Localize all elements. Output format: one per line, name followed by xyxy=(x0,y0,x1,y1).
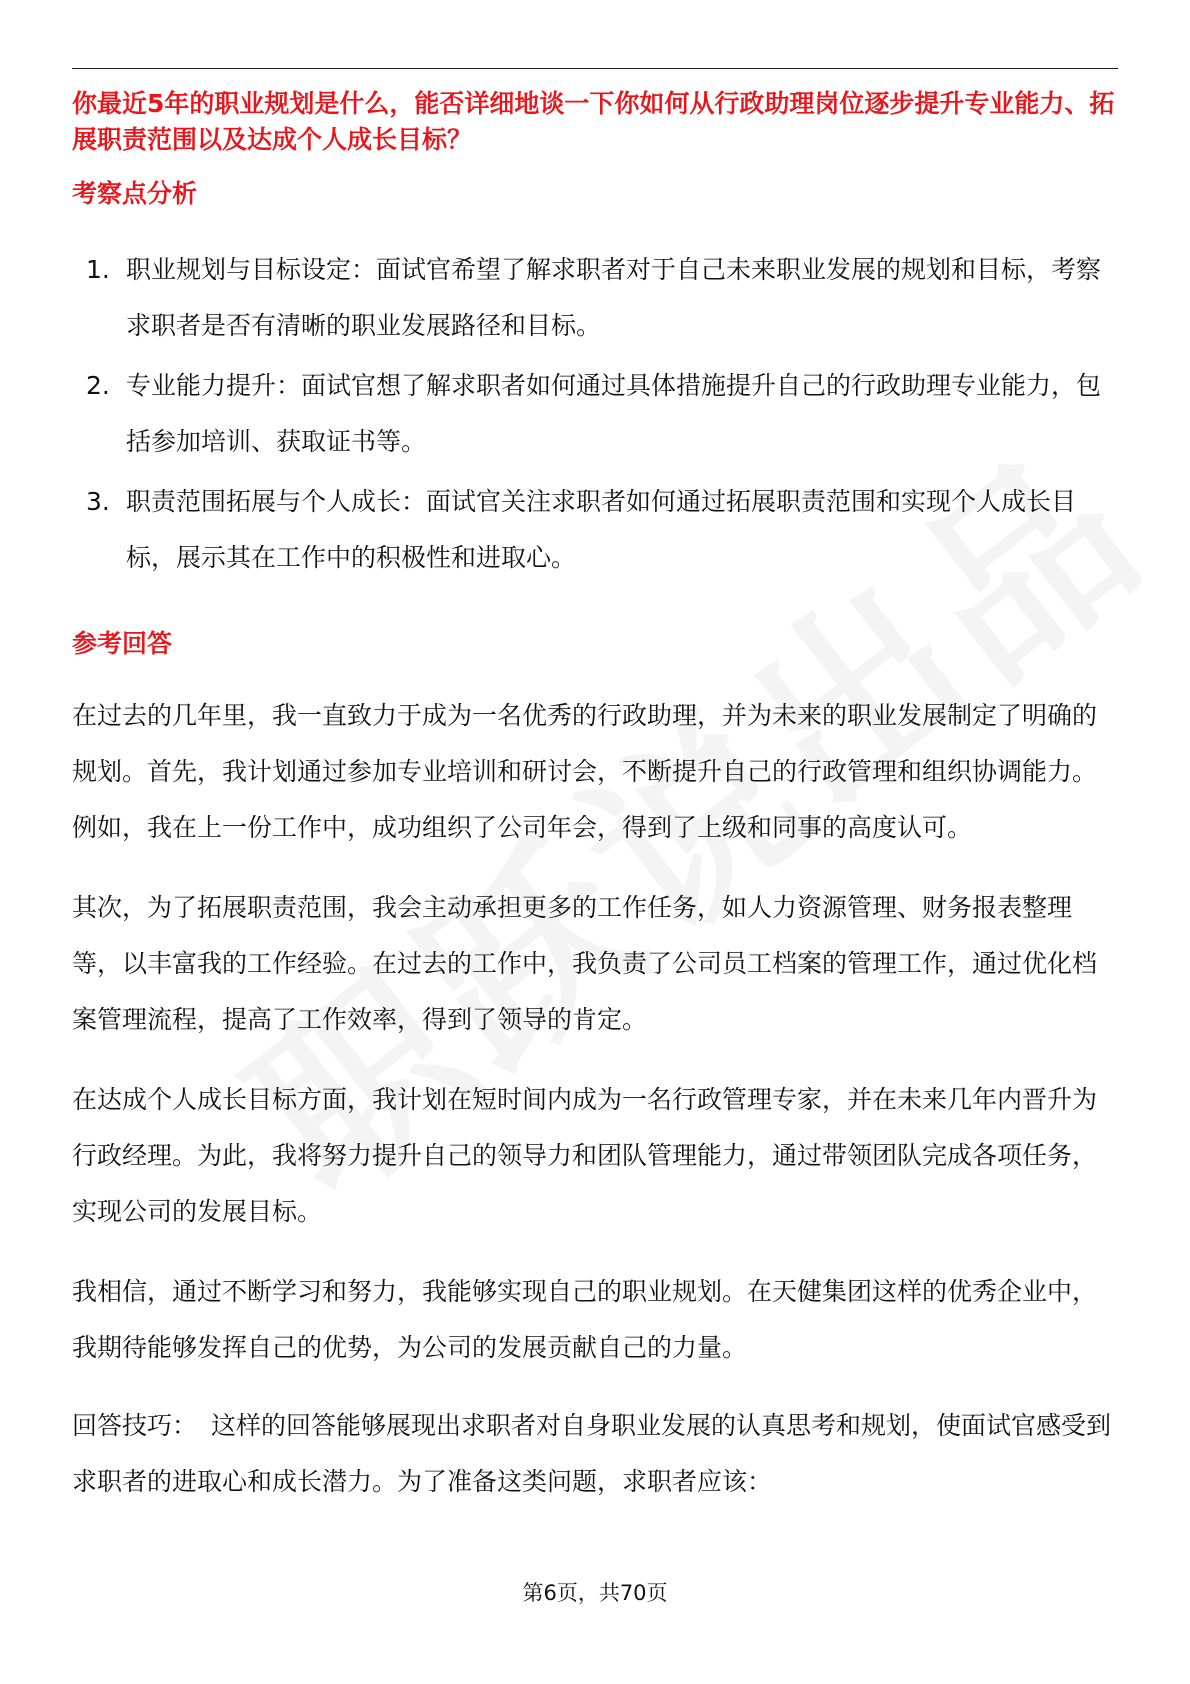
point-text: 专业能力提升：面试官想了解求职者如何通过具体措施提升自己的行政助理专业能力，包括参加培训、获取证书等。 xyxy=(126,371,1102,456)
answer-paragraph: 在过去的几年里，我一直致力于成为一名优秀的行政助理，并为未来的职业发展制定了明确的规划。首先，我计划通过参加专业培训和研讨会，不断提升自己的行政管理和组织协调能力。例如，我在上一份工作中，成功组织了公司年会，得到了上级和同事的高度认可。 xyxy=(72,701,1098,842)
point-text: 职业规划与目标设定：面试官希望了解求职者对于自己未来职业发展的规划和目标，考察求职者是否有清晰的职业发展路径和目标。 xyxy=(126,255,1102,340)
analysis-point xyxy=(72,474,1118,586)
answer-paragraph: 在达成个人成长目标方面，我计划在短时间内成为一名行政管理专家，并在未来几年内晋升为行政经理。为此，我将努力提升自己的领导力和团队管理能力，通过带领团队完成各项任务，实现公司的发展目标。 xyxy=(72,1085,1098,1226)
tips-label: 回答技巧： xyxy=(72,1411,198,1440)
top-rule xyxy=(72,68,1118,69)
point-number: 3. xyxy=(86,487,110,516)
analysis-point xyxy=(72,242,1118,354)
answer-paragraph: 我相信，通过不断学习和努力，我能够实现自己的职业规划。在天健集团这样的优秀企业中，我期待能够发挥自己的优势，为公司的发展贡献自己的力量。 xyxy=(72,1277,1098,1362)
interview-question: 你最近5年的职业规划是什么，能否详细地谈一下你如何从行政助理岗位逐步提升专业能力、拓展职责范围以及达成个人成长目标？ xyxy=(72,89,1115,154)
analysis-heading: 考察点分析 xyxy=(72,179,198,208)
analysis-points-list xyxy=(72,242,1118,586)
point-text: 职责范围拓展与个人成长：面试官关注求职者如何通过拓展职责范围和实现个人成长目标，展示其在工作中的积极性和进取心。 xyxy=(126,487,1077,572)
answer-tips xyxy=(72,1398,1118,1510)
page-number-footer: 第6页，共70页 xyxy=(522,1581,668,1605)
tips-text: 这样的回答能够展现出求职者对自身职业发展的认真思考和规划，使面试官感受到求职者的进取心和成长潜力。为了准备这类问题，求职者应该： xyxy=(72,1411,1112,1496)
analysis-point xyxy=(72,358,1118,470)
answer-paragraph: 其次，为了拓展职责范围，我会主动承担更多的工作任务，如人力资源管理、财务报表整理等，以丰富我的工作经验。在过去的工作中，我负责了公司员工档案的管理工作，通过优化档案管理流程，提高了工作效率，得到了领导的肯定。 xyxy=(72,893,1098,1034)
point-number: 1. xyxy=(86,255,110,284)
point-number: 2. xyxy=(86,371,110,400)
answer-heading: 参考回答 xyxy=(72,629,173,658)
document-page xyxy=(72,86,1118,1510)
